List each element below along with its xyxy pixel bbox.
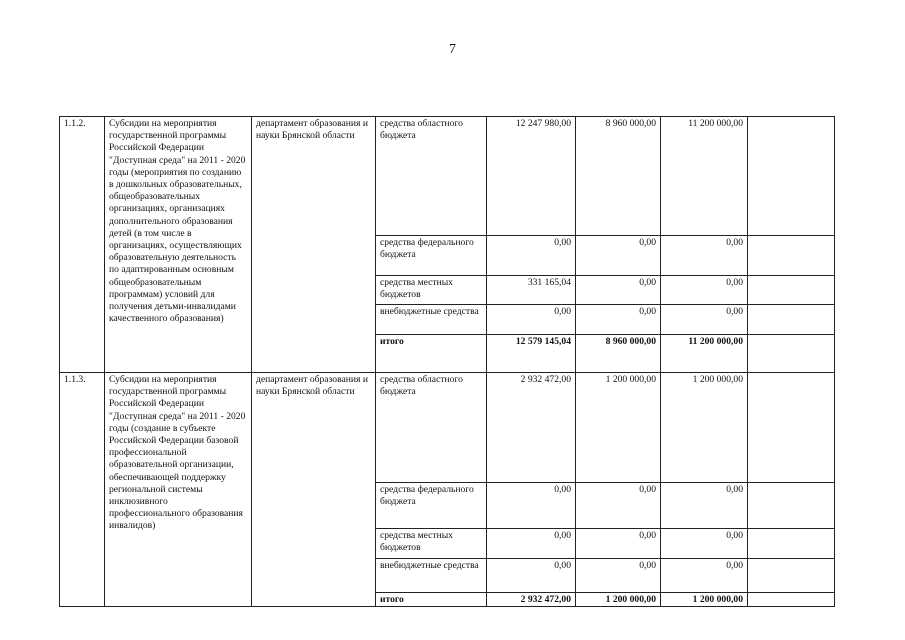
table-row	[60, 117, 835, 236]
amount-year-3: 0,00	[661, 236, 748, 276]
amount-year-2: 8 960 000,00	[576, 117, 661, 236]
amount-year-3: 0,00	[661, 276, 748, 305]
funding-source: средства местных бюджетов	[376, 276, 487, 305]
amount-year-3: 11 200 000,00	[661, 335, 748, 373]
amount-year-3: 1 200 000,00	[661, 373, 748, 483]
amount-year-2: 0,00	[576, 483, 661, 529]
amount-year-1: 0,00	[487, 483, 576, 529]
empty-cell	[748, 305, 835, 335]
amount-year-2: 0,00	[576, 276, 661, 305]
empty-cell	[748, 373, 835, 483]
amount-year-2: 8 960 000,00	[576, 335, 661, 373]
amount-year-1: 0,00	[487, 529, 576, 559]
empty-cell	[748, 276, 835, 305]
empty-cell	[748, 117, 835, 236]
amount-year-1: 12 579 145,04	[487, 335, 576, 373]
page-number: 7	[449, 42, 456, 57]
item-description: Субсидии на мероприятия государственной программы Российской Федерации "Доступная среда" на 2011 - 2020 годы (мероприятия по созданию в дошкольных образовательных, общеобразовательных организациях, организациях дополнительного образования детей (в том числе в организациях, осуществляющих образовательную деятельность по адаптированным основным общеобразовательным программам) условий для получения детьми-инвалидами качественного образования)	[105, 117, 252, 373]
amount-year-1: 0,00	[487, 236, 576, 276]
funding-source: средства областного бюджета	[376, 117, 487, 236]
item-description: Субсидии на мероприятия государственной программы Российской Федерации "Доступная среда" на 2011 - 2020 годы (создание в субъекте Российской Федерации базовой профессиональной образовательной организации, обеспечивающей поддержку региональной системы инклюзивного профессионального образования инвалидов)	[105, 373, 252, 607]
funding-source: средства областного бюджета	[376, 373, 487, 483]
amount-year-1: 331 165,04	[487, 276, 576, 305]
amount-year-3: 0,00	[661, 483, 748, 529]
amount-year-2: 0,00	[576, 529, 661, 559]
budget-table	[59, 116, 835, 607]
funding-source: средства местных бюджетов	[376, 529, 487, 559]
funding-source: средства федерального бюджета	[376, 483, 487, 529]
item-code: 1.1.3.	[60, 373, 105, 607]
amount-year-3: 0,00	[661, 559, 748, 593]
amount-year-1: 12 247 980,00	[487, 117, 576, 236]
empty-cell	[748, 236, 835, 276]
empty-cell	[748, 593, 835, 607]
funding-source: средства федерального бюджета	[376, 236, 487, 276]
amount-year-2: 0,00	[576, 559, 661, 593]
funding-source: итого	[376, 335, 487, 373]
item-executor: департамент образования и науки Брянской области	[252, 373, 376, 607]
empty-cell	[748, 529, 835, 559]
table-row	[60, 373, 835, 483]
amount-year-2: 0,00	[576, 236, 661, 276]
amount-year-2: 0,00	[576, 305, 661, 335]
amount-year-3: 0,00	[661, 529, 748, 559]
amount-year-1: 0,00	[487, 305, 576, 335]
amount-year-1: 2 932 472,00	[487, 373, 576, 483]
empty-cell	[748, 483, 835, 529]
item-executor: департамент образования и науки Брянской области	[252, 117, 376, 373]
amount-year-3: 0,00	[661, 305, 748, 335]
amount-year-2: 1 200 000,00	[576, 373, 661, 483]
funding-source: внебюджетные средства	[376, 559, 487, 593]
empty-cell	[748, 559, 835, 593]
funding-source: внебюджетные средства	[376, 305, 487, 335]
funding-source: итого	[376, 593, 487, 607]
amount-year-1: 0,00	[487, 559, 576, 593]
amount-year-3: 11 200 000,00	[661, 117, 748, 236]
amount-year-1: 2 932 472,00	[487, 593, 576, 607]
amount-year-3: 1 200 000,00	[661, 593, 748, 607]
amount-year-2: 1 200 000,00	[576, 593, 661, 607]
empty-cell	[748, 335, 835, 373]
item-code: 1.1.2.	[60, 117, 105, 373]
